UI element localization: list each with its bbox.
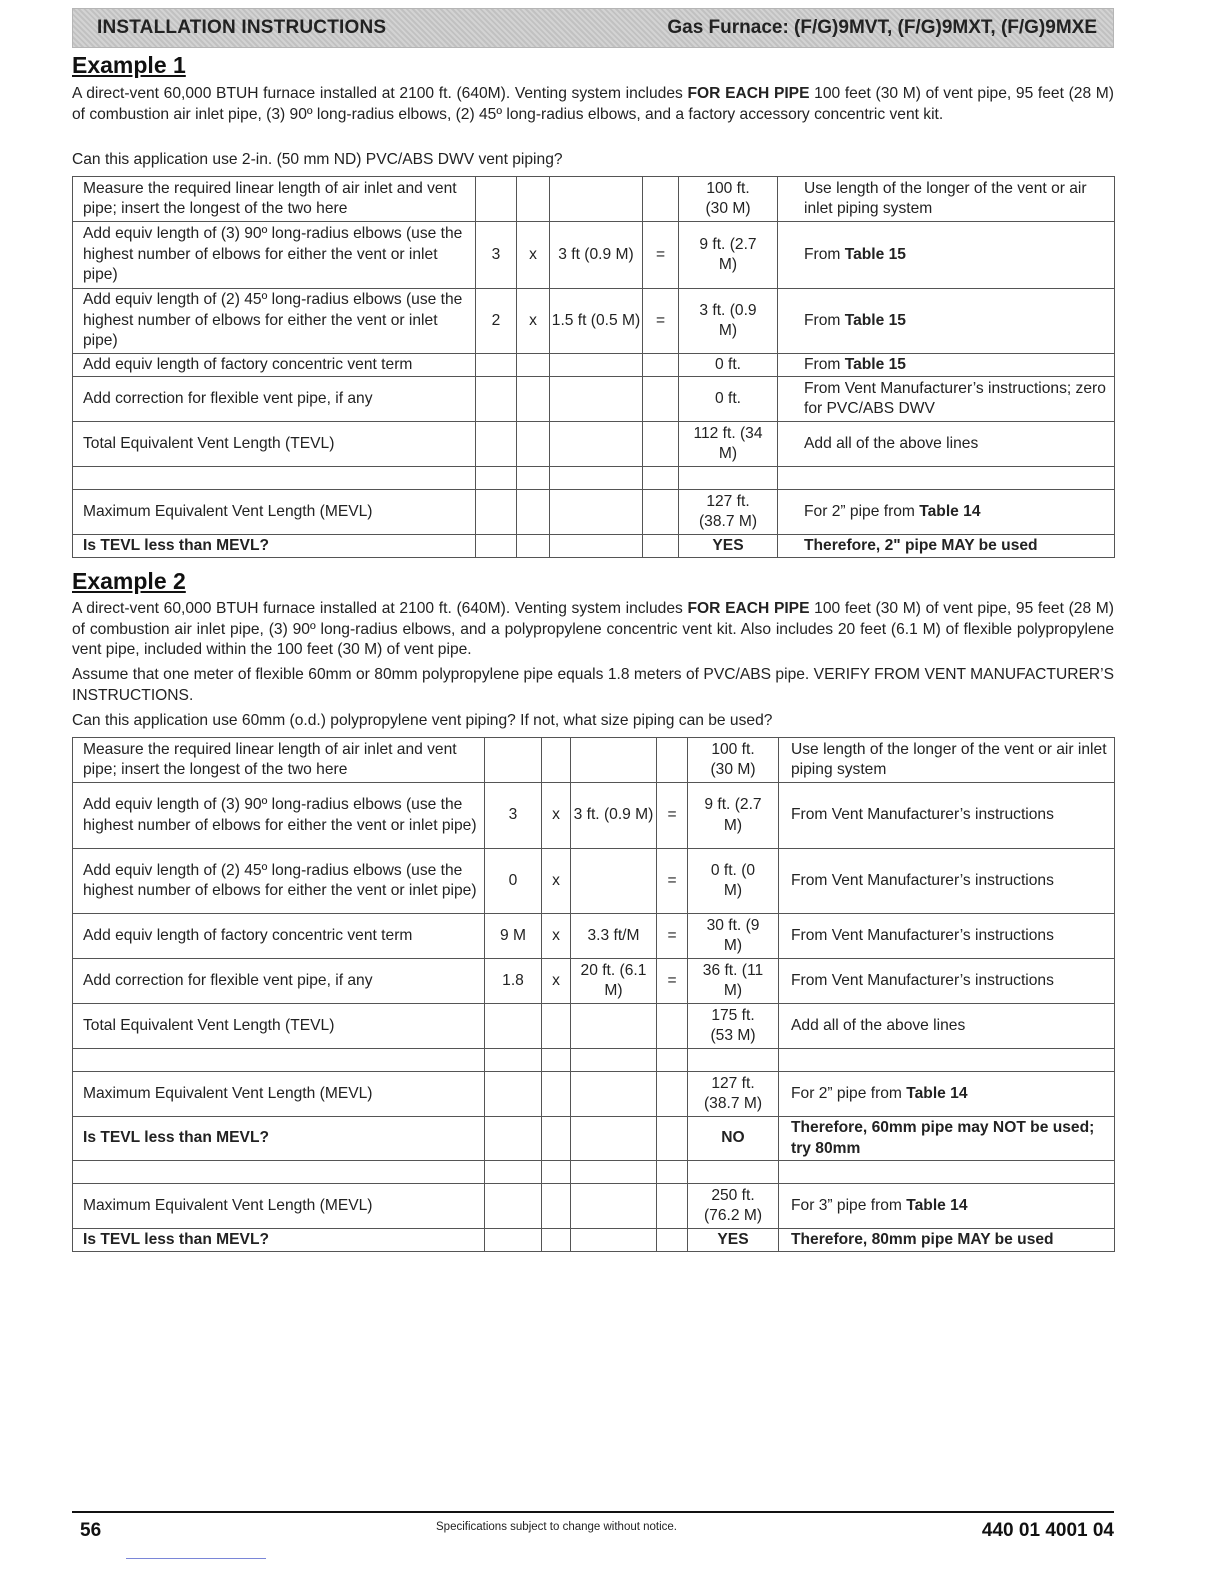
row-quantity: 2 (476, 289, 517, 354)
example-2-table (72, 737, 1115, 1252)
table-row (73, 354, 1115, 377)
row-equals-sign (643, 354, 679, 377)
header-model: Gas Furnace: (F/G)9MVT, (F/G)9MXT, (F/G)9MXE (667, 17, 1097, 38)
row-quantity (485, 1072, 542, 1117)
row-description: Maximum Equivalent Vent Length (MEVL) (73, 490, 476, 535)
row-quantity (476, 422, 517, 467)
row-equals-sign (657, 1049, 688, 1072)
row-equals-sign (657, 1184, 688, 1229)
row-quantity: 9 M (485, 914, 542, 959)
row-note (779, 1049, 1115, 1072)
row-unit-length (550, 535, 643, 558)
row-multiply-sign: x (517, 289, 550, 354)
table-row (73, 1161, 1115, 1184)
table-row (73, 1229, 1115, 1252)
row-description: Measure the required linear length of air inlet and vent pipe; insert the longest of the two here (73, 738, 485, 783)
row-quantity: 3 (476, 222, 517, 289)
row-multiply-sign (517, 422, 550, 467)
example-1-intro: A direct-vent 60,000 BTUH furnace installed at 2100 ft. (640M). Venting system includes FOR EACH PIPE 100 feet (30 M) of vent pipe, 95 feet (28 M) of combustion air inlet pipe, (3) 90º long-radius elbows, (2) 45º long-radius elbows, and a factory accessory concentric vent kit. (72, 85, 1114, 123)
row-multiply-sign (542, 738, 571, 783)
row-note (778, 467, 1115, 490)
row-equals-sign (643, 535, 679, 558)
header-title: INSTALLATION INSTRUCTIONS (97, 17, 387, 38)
row-quantity (476, 490, 517, 535)
row-multiply-sign (517, 354, 550, 377)
row-note: From Table 15 (778, 222, 1115, 289)
row-quantity (476, 377, 517, 422)
row-quantity (485, 1184, 542, 1229)
row-multiply-sign (542, 1184, 571, 1229)
table-row (73, 177, 1115, 222)
row-unit-length (571, 1184, 657, 1229)
row-description: Is TEVL less than MEVL? (73, 1117, 485, 1161)
row-note: Therefore, 60mm pipe may NOT be used; try 80mm (779, 1117, 1115, 1161)
row-unit-length (571, 1072, 657, 1117)
row-description: Add correction for flexible vent pipe, if any (73, 959, 485, 1004)
row-result: 250 ft. (76.2 M) (688, 1184, 779, 1229)
row-quantity (485, 1049, 542, 1072)
row-description: Measure the required linear length of air inlet and vent pipe; insert the longest of the two here (73, 177, 476, 222)
row-description: Add equiv length of (2) 45º long-radius elbows (use the highest number of elbows for either the vent or inlet pipe) (73, 849, 485, 914)
row-equals-sign (657, 1161, 688, 1184)
row-unit-length (550, 354, 643, 377)
row-multiply-sign (542, 1049, 571, 1072)
row-equals-sign (657, 738, 688, 783)
table-reference: Table 15 (844, 311, 906, 329)
row-description: Maximum Equivalent Vent Length (MEVL) (73, 1072, 485, 1117)
row-multiply-sign: x (542, 849, 571, 914)
row-result (679, 467, 778, 490)
row-note: From Vent Manufacturer’s instructions (779, 914, 1115, 959)
row-description: Total Equivalent Vent Length (TEVL) (73, 422, 476, 467)
row-result: 100 ft. (30 M) (679, 177, 778, 222)
row-description: Add equiv length of factory concentric vent term (73, 354, 476, 377)
row-quantity (485, 1229, 542, 1252)
row-unit-length: 1.5 ft (0.5 M) (550, 289, 643, 354)
row-description: Add equiv length of (2) 45º long-radius elbows (use the highest number of elbows for either the vent or inlet pipe) (73, 289, 476, 354)
row-description: Is TEVL less than MEVL? (73, 535, 476, 558)
row-description: Add equiv length of (3) 90º long-radius elbows (use the highest number of elbows for either the vent or inlet pipe) (73, 783, 485, 849)
row-note: From Vent Manufacturer’s instructions (779, 849, 1115, 914)
row-unit-length (550, 422, 643, 467)
row-unit-length (550, 377, 643, 422)
row-description: Add equiv length of factory concentric vent term (73, 914, 485, 959)
table-reference: Table 14 (906, 1196, 968, 1214)
row-unit-length (571, 1161, 657, 1184)
row-description (73, 467, 476, 490)
example-2-intro: A direct-vent 60,000 BTUH furnace installed at 2100 ft. (640M). Venting system includes FOR EACH PIPE 100 feet (30 M) of vent pipe, 95 feet (28 M) of combustion air inlet pipe, (3) 90º long-radius elbows, and a polypropylene concentric vent kit. Also includes 20 feet (6.1 M) of flexible polypropylene vent pipe, included within the 100 feet (30 M) of vent pipe. (72, 600, 1114, 658)
row-result (688, 1161, 779, 1184)
row-note: Add all of the above lines (779, 1004, 1115, 1049)
row-multiply-sign (542, 1117, 571, 1161)
row-equals-sign: = (657, 783, 688, 849)
row-result: 127 ft. (38.7 M) (688, 1072, 779, 1117)
row-equals-sign: = (643, 289, 679, 354)
row-note (779, 1161, 1115, 1184)
row-note: From Vent Manufacturer’s instructions (779, 783, 1115, 849)
row-equals-sign (643, 490, 679, 535)
row-equals-sign (657, 1229, 688, 1252)
example-2-assumption: Assume that one meter of flexible 60mm or 80mm polypropylene pipe equals 1.8 meters of PVC/ABS pipe. VERIFY FROM VENT MANUFACTURER’S INSTRUCTIONS. (72, 666, 1114, 704)
row-result: 9 ft. (2.7 M) (679, 222, 778, 289)
table-row (73, 914, 1115, 959)
page-header (72, 8, 1114, 48)
row-unit-length: 3.3 ft/M (571, 914, 657, 959)
table-reference: Table 15 (844, 355, 906, 373)
table-row (73, 490, 1115, 535)
row-multiply-sign (542, 1161, 571, 1184)
row-equals-sign (643, 377, 679, 422)
page-number: 56 (80, 1520, 102, 1541)
row-result: 30 ft. (9 M) (688, 914, 779, 959)
row-result: NO (688, 1117, 779, 1161)
row-note: Therefore, 2" pipe MAY be used (778, 535, 1115, 558)
footer-link-underline (126, 1558, 266, 1559)
row-multiply-sign: x (542, 914, 571, 959)
row-multiply-sign: x (517, 222, 550, 289)
row-note: Use length of the longer of the vent or air inlet piping system (779, 738, 1115, 783)
row-quantity: 1.8 (485, 959, 542, 1004)
table-row (73, 1049, 1115, 1072)
row-multiply-sign (517, 490, 550, 535)
table-row (73, 222, 1115, 289)
row-result: 175 ft. (53 M) (688, 1004, 779, 1049)
row-quantity: 0 (485, 849, 542, 914)
row-quantity (476, 535, 517, 558)
row-note: Add all of the above lines (778, 422, 1115, 467)
table-row (73, 535, 1115, 558)
table-reference: Table 14 (906, 1084, 968, 1102)
row-quantity (485, 1161, 542, 1184)
row-quantity (476, 467, 517, 490)
row-result: 0 ft. (679, 377, 778, 422)
row-quantity (485, 1117, 542, 1161)
row-multiply-sign (542, 1072, 571, 1117)
row-equals-sign: = (657, 959, 688, 1004)
footer-notice: Specifications subject to change without notice. (436, 1521, 678, 1533)
row-result: 36 ft. (11 M) (688, 959, 779, 1004)
row-note: Therefore, 80mm pipe MAY be used (779, 1229, 1115, 1252)
row-result: 0 ft. (679, 354, 778, 377)
row-result: YES (679, 535, 778, 558)
row-equals-sign (657, 1004, 688, 1049)
row-quantity (476, 354, 517, 377)
example-1-title: Example 1 (72, 52, 186, 78)
row-unit-length (571, 1229, 657, 1252)
row-quantity (485, 1004, 542, 1049)
row-multiply-sign (542, 1229, 571, 1252)
footer-rule (72, 1511, 1114, 1513)
row-equals-sign: = (657, 914, 688, 959)
row-note: From Table 15 (778, 289, 1115, 354)
table-row (73, 377, 1115, 422)
row-description (73, 1161, 485, 1184)
row-quantity: 3 (485, 783, 542, 849)
row-unit-length (550, 467, 643, 490)
row-description: Add correction for flexible vent pipe, if any (73, 377, 476, 422)
row-quantity (476, 177, 517, 222)
row-multiply-sign (517, 177, 550, 222)
row-note: For 2” pipe from Table 14 (778, 490, 1115, 535)
row-unit-length: 3 ft (0.9 M) (550, 222, 643, 289)
row-equals-sign: = (657, 849, 688, 914)
table-row (73, 849, 1115, 914)
row-note: From Table 15 (778, 354, 1115, 377)
table-row (73, 1117, 1115, 1161)
row-multiply-sign (517, 377, 550, 422)
row-result: 9 ft. (2.7 M) (688, 783, 779, 849)
row-result: 112 ft. (34 M) (679, 422, 778, 467)
row-description: Total Equivalent Vent Length (TEVL) (73, 1004, 485, 1049)
table-row (73, 1004, 1115, 1049)
row-description: Add equiv length of (3) 90º long-radius elbows (use the highest number of elbows for either the vent or inlet pipe) (73, 222, 476, 289)
row-quantity (485, 738, 542, 783)
row-result: 3 ft. (0.9 M) (679, 289, 778, 354)
row-unit-length: 20 ft. (6.1 M) (571, 959, 657, 1004)
row-multiply-sign: x (542, 783, 571, 849)
row-note: Use length of the longer of the vent or air inlet piping system (778, 177, 1115, 222)
row-note: From Vent Manufacturer’s instructions (779, 959, 1115, 1004)
row-result: 0 ft. (0 M) (688, 849, 779, 914)
row-multiply-sign (517, 467, 550, 490)
row-multiply-sign: x (542, 959, 571, 1004)
row-description: Is TEVL less than MEVL? (73, 1229, 485, 1252)
row-result: 127 ft. (38.7 M) (679, 490, 778, 535)
table-row (73, 467, 1115, 490)
row-unit-length (571, 849, 657, 914)
example-2-question: Can this application use 60mm (o.d.) polypropylene vent piping? If not, what size piping can be used? (72, 712, 773, 729)
row-description: Maximum Equivalent Vent Length (MEVL) (73, 1184, 485, 1229)
table-row (73, 959, 1115, 1004)
row-multiply-sign (517, 535, 550, 558)
row-result: YES (688, 1229, 779, 1252)
row-equals-sign (657, 1117, 688, 1161)
row-note: For 3” pipe from Table 14 (779, 1184, 1115, 1229)
row-unit-length: 3 ft. (0.9 M) (571, 783, 657, 849)
row-equals-sign (643, 177, 679, 222)
row-description (73, 1049, 485, 1072)
table-row (73, 1184, 1115, 1229)
example-1-question: Can this application use 2-in. (50 mm ND) PVC/ABS DWV vent piping? (72, 151, 563, 168)
row-multiply-sign (542, 1004, 571, 1049)
row-note: For 2” pipe from Table 14 (779, 1072, 1115, 1117)
row-equals-sign: = (643, 222, 679, 289)
row-result (688, 1049, 779, 1072)
row-equals-sign (657, 1072, 688, 1117)
row-note: From Vent Manufacturer’s instructions; zero for PVC/ABS DWV (778, 377, 1115, 422)
row-unit-length (571, 738, 657, 783)
document-number: 440 01 4001 04 (981, 1520, 1114, 1541)
example-2-title: Example 2 (72, 568, 186, 594)
row-unit-length (571, 1049, 657, 1072)
row-equals-sign (643, 467, 679, 490)
table-reference: Table 14 (919, 502, 981, 520)
table-row (73, 738, 1115, 783)
table-row (73, 783, 1115, 849)
row-unit-length (550, 490, 643, 535)
table-row (73, 1072, 1115, 1117)
row-unit-length (571, 1117, 657, 1161)
row-result: 100 ft. (30 M) (688, 738, 779, 783)
table-reference: Table 15 (844, 245, 906, 263)
row-unit-length (550, 177, 643, 222)
example-1-table (72, 176, 1115, 558)
table-row (73, 422, 1115, 467)
table-row (73, 289, 1115, 354)
row-unit-length (571, 1004, 657, 1049)
row-equals-sign (643, 422, 679, 467)
